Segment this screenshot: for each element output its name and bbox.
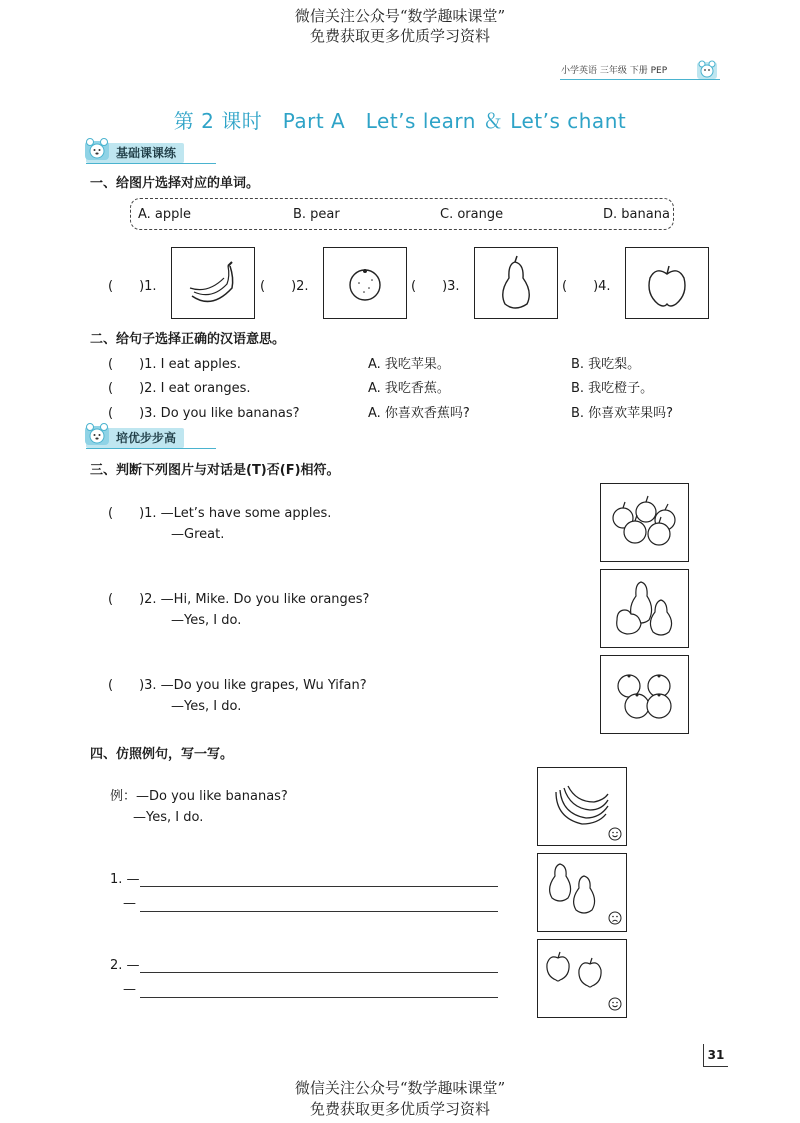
header-tag — [561, 62, 719, 80]
s4-q1-line1-label: 1. — — [110, 872, 140, 887]
s3-item-2-line2: —Yes, I do. — [171, 613, 242, 628]
s2-item-3-b[interactable]: B. 你喜欢苹果吗? — [571, 406, 674, 421]
page-title: 第 2 课时 Part A Let’s learn ＆ Let’s chant — [173, 109, 627, 133]
s3-item-3-line2: —Yes, I do. — [171, 699, 242, 714]
s4-q2-line2-label: — — [123, 982, 136, 997]
s2-item-2-b[interactable]: B. 我吃橙子。 — [571, 381, 654, 396]
section3-heading: 三、判断下列图片与对话是(T)否(F)相符。 — [90, 463, 340, 478]
s2-item-3-a[interactable]: A. 你喜欢香蕉吗? — [368, 406, 470, 421]
orange-icon — [324, 248, 406, 318]
watermark-line-1: 微信关注公众号“数学趣味课堂” — [294, 7, 506, 25]
s4-example-line1: 例：—Do you like bananas? — [110, 789, 288, 804]
s2-item-2-a[interactable]: A. 我吃香蕉。 — [368, 381, 450, 396]
bear-mascot-icon — [695, 59, 719, 81]
badge-basic — [86, 143, 184, 163]
s1-item-4-blank[interactable]: ( )4. — [562, 279, 611, 294]
s4-q1-line2-label: — — [123, 896, 136, 911]
option-d: D. banana — [603, 207, 670, 222]
s1-item-1-blank[interactable]: ( )1. — [108, 279, 157, 294]
pears-picture — [600, 569, 689, 648]
s1-item-2-blank[interactable]: ( )2. — [260, 279, 309, 294]
example-bananas-picture — [537, 767, 627, 846]
watermark-bottom-line-2: 免费获取更多优质学习资料 — [309, 1100, 490, 1118]
s2-item-2: ( )2. I eat oranges. — [108, 381, 251, 396]
apples-icon — [601, 484, 688, 561]
apple-picture — [625, 247, 709, 319]
pear-icon — [475, 248, 557, 318]
badge-basic-rule — [86, 163, 216, 164]
q1-pears-picture — [537, 853, 627, 932]
s2-item-1-a[interactable]: A. 我吃苹果。 — [368, 357, 450, 372]
banana-icon — [172, 248, 254, 318]
option-b: B. pear — [293, 207, 340, 222]
s3-item-1-line2: —Great. — [171, 527, 225, 542]
oranges-icon — [601, 656, 688, 733]
s3-item-2-line1: ( )2. —Hi, Mike. Do you like oranges? — [108, 592, 370, 607]
pears-sad-icon — [538, 854, 626, 931]
header-tag-text: 小学英语 三年级 下册 PEP — [561, 66, 668, 76]
s2-item-1-b[interactable]: B. 我吃梨。 — [571, 357, 641, 372]
banana-picture — [171, 247, 255, 319]
bear-badge-icon — [84, 137, 110, 161]
oranges-picture — [600, 655, 689, 734]
pears-icon — [601, 570, 688, 647]
s1-item-3-blank[interactable]: ( )3. — [411, 279, 460, 294]
apple-icon — [626, 248, 708, 318]
s2-item-1: ( )1. I eat apples. — [108, 357, 241, 372]
s2-item-3: ( )3. Do you like bananas? — [108, 406, 300, 421]
option-c: C. orange — [440, 207, 504, 222]
s4-q2-line1-rule[interactable] — [140, 972, 498, 973]
q2-apples-picture — [537, 939, 627, 1018]
watermark-bottom-line-1: 微信关注公众号“数学趣味课堂” — [294, 1079, 506, 1097]
orange-picture — [323, 247, 407, 319]
word-options-box — [130, 198, 674, 230]
s3-item-3-line1: ( )3. —Do you like grapes, Wu Yifan? — [108, 678, 367, 693]
apples-happy-icon — [538, 940, 626, 1017]
s4-q2-line1-label: 2. — — [110, 958, 140, 973]
s4-example-line2: —Yes, I do. — [133, 810, 204, 825]
page-number: 31 — [703, 1044, 728, 1067]
bananas-happy-icon — [538, 768, 626, 845]
s4-q1-line2-rule[interactable] — [140, 911, 498, 912]
section4-heading: 四、仿照例句，写一写。 — [90, 747, 234, 762]
s4-q1-line1-rule[interactable] — [140, 886, 498, 887]
badge-advanced-label: 培优步步高 — [116, 431, 177, 445]
section2-heading: 二、给句子选择正确的汉语意思。 — [90, 332, 286, 347]
option-a: A. apple — [138, 207, 192, 222]
header-rule — [560, 79, 720, 80]
s4-q2-line2-rule[interactable] — [140, 997, 498, 998]
pear-picture — [474, 247, 558, 319]
badge-advanced-rule — [86, 448, 216, 449]
badge-advanced — [86, 428, 184, 448]
apples-picture — [600, 483, 689, 562]
s3-item-1-line1: ( )1. —Let’s have some apples. — [108, 506, 332, 521]
badge-basic-label: 基础课课练 — [116, 146, 177, 160]
bear-badge-icon — [84, 422, 110, 446]
watermark-line-2: 免费获取更多优质学习资料 — [309, 27, 490, 45]
section1-heading: 一、给图片选择对应的单词。 — [90, 176, 260, 191]
